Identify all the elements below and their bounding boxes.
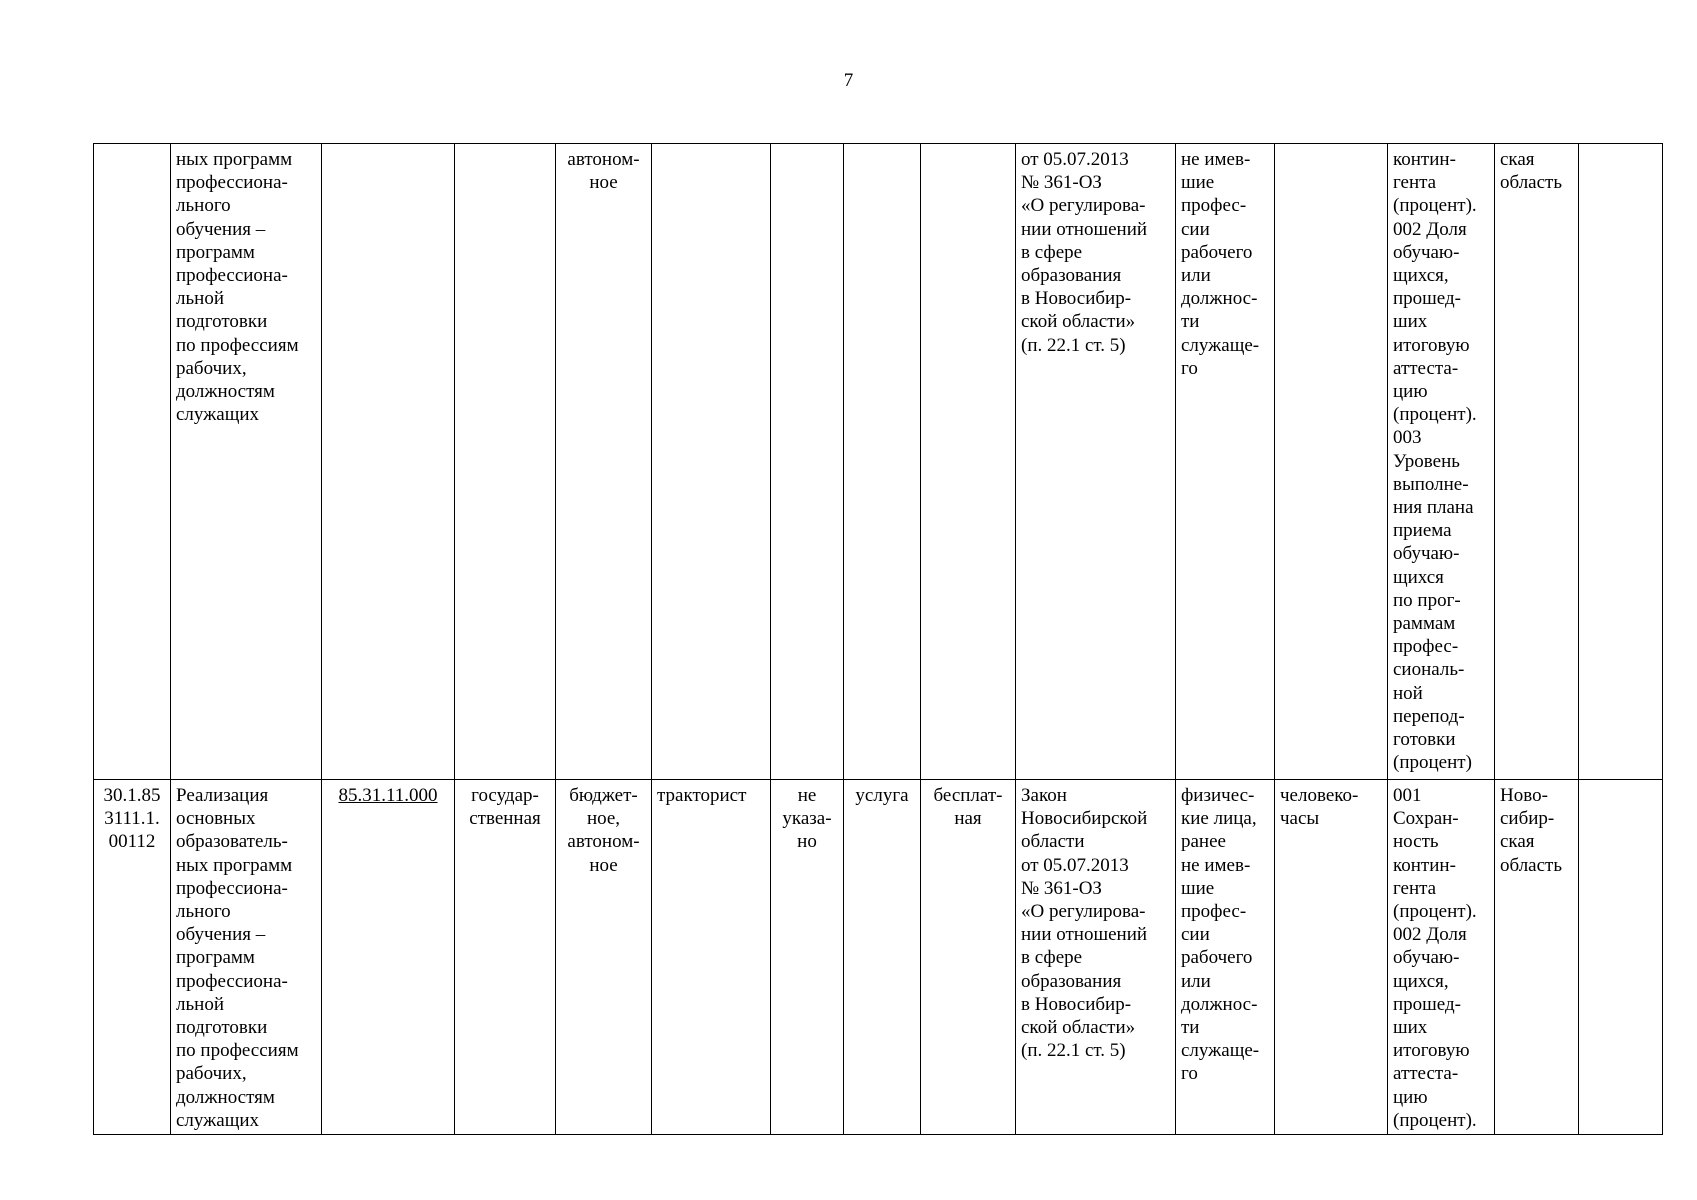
okved-code-link[interactable]: 85.31.11.000	[322, 780, 455, 1135]
service-name-cell: Реализация основных образователь- ных программ профессиона- льного обучения – программ профессиона- льной подготовки по профессиям рабочих, должностям служащих	[171, 780, 322, 1135]
service-name-cell: ных программ профессиона- льного обучения – программ профессиона- льной подготовки по профессиям рабочих, должностям служащих	[171, 144, 322, 780]
quality-indicators-cell: 001 Сохран- ность контин- гента (процент). 002 Доля обучаю- щихся, прошед- ших итоговую аттеста- цию (процент).	[1388, 780, 1495, 1135]
consumers-cell: физичес- кие лица, ранее не имев- шие профес- сии рабочего или должнос- ти служаще- го	[1176, 780, 1275, 1135]
unit-cell	[1275, 144, 1388, 780]
institution-type-cell: государ- ственная	[455, 780, 556, 1135]
profession-cell	[652, 144, 771, 780]
institution-form-cell: автоном- ное	[556, 144, 652, 780]
table-row	[94, 144, 1663, 780]
territory-cell: ская область	[1495, 144, 1579, 780]
legal-basis-cell: от 05.07.2013 № 361-ОЗ «О регулирова- нии отношений в сфере образования в Новосибир- ской области» (п. 22.1 ст. 5)	[1016, 144, 1176, 780]
content-cell	[771, 144, 844, 780]
profession-cell: тракторист	[652, 780, 771, 1135]
service-code-cell	[94, 144, 171, 780]
quality-indicators-cell: контин- гента (процент). 002 Доля обучаю- щихся, прошед- ших итоговую аттеста- цию (процент). 003 Уровень выполне- ния плана приема обучаю- щихся по прог- раммам профес- сиональ- ной перепод- готовки (процент)	[1388, 144, 1495, 780]
legal-basis-cell: Закон Новосибирской области от 05.07.2013 № 361-ОЗ «О регулирова- нии отношений в сфере образования в Новосибир- ской области» (п. 22.1 ст. 5)	[1016, 780, 1176, 1135]
payment-cell: бесплат- ная	[921, 780, 1016, 1135]
okved-code-cell	[322, 144, 455, 780]
extra-cell	[1579, 780, 1663, 1135]
unit-cell: человеко- часы	[1275, 780, 1388, 1135]
institution-type-cell	[455, 144, 556, 780]
service-code-cell: 30.1.85 3111.1. 00112	[94, 780, 171, 1135]
page-number: 7	[843, 70, 854, 91]
payment-cell	[921, 144, 1016, 780]
service-kind-cell	[844, 144, 921, 780]
institution-form-cell: бюджет- ное, автоном- ное	[556, 780, 652, 1135]
consumers-cell: не имев- шие профес- сии рабочего или должнос- ти служаще- го	[1176, 144, 1275, 780]
content-cell: не указа- но	[771, 780, 844, 1135]
table-row	[94, 780, 1663, 1135]
territory-cell: Ново- сибир- ская область	[1495, 780, 1579, 1135]
services-registry-table	[93, 143, 1663, 1135]
extra-cell	[1579, 144, 1663, 780]
service-kind-cell: услуга	[844, 780, 921, 1135]
